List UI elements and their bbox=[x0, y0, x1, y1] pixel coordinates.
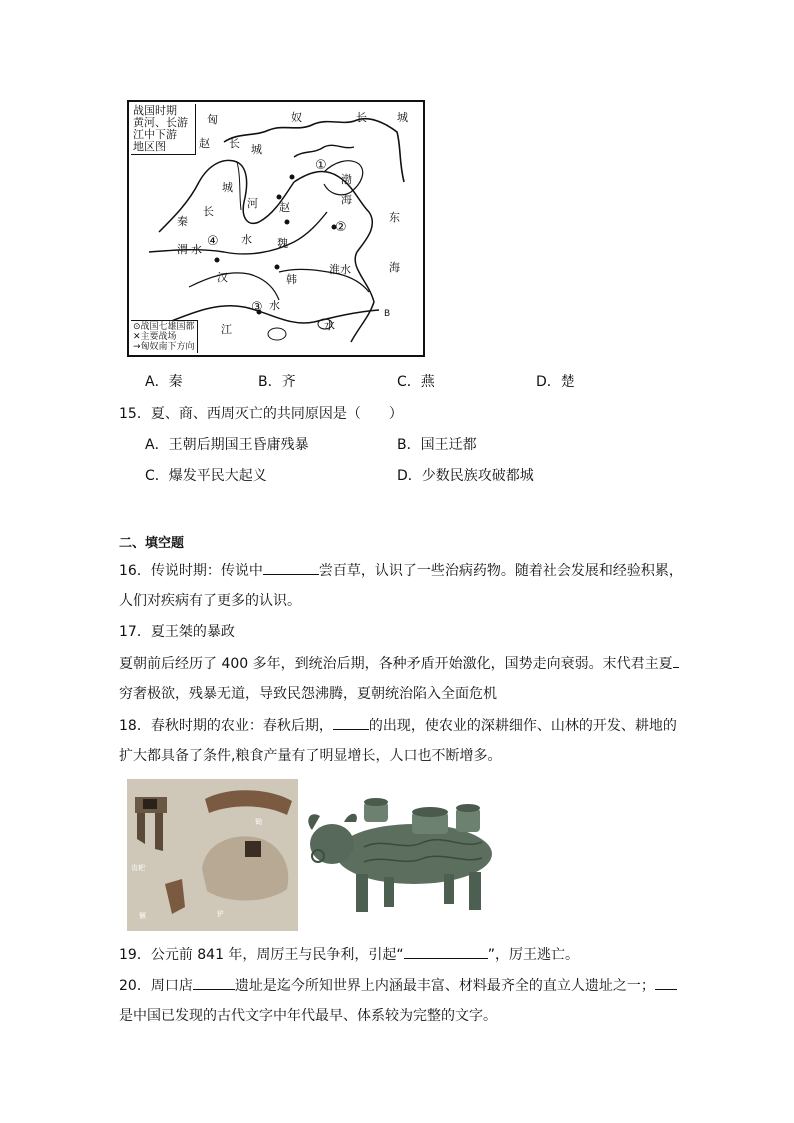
map-legend: ⊙战国七雄国都 ✕主要战场 →匈奴南下方向 bbox=[131, 320, 198, 353]
q14-option-b[interactable]: B．齐 bbox=[258, 374, 296, 390]
q17-blank[interactable] bbox=[673, 653, 679, 668]
bronze-ox-vessel-photo bbox=[304, 792, 502, 917]
q19-line: 19．公元前 841 年，周厉王与民争利，引起“ ”，厉王逃亡。 bbox=[119, 944, 579, 965]
map-label-nu: 奴 bbox=[291, 111, 302, 124]
section-title-fill-blank: 二、填空题 bbox=[119, 536, 185, 551]
map-label-wei-river-1: 渭 bbox=[177, 243, 188, 256]
map-label-zhao-nw: 赵 bbox=[199, 137, 210, 150]
map-label-hai-east: 海 bbox=[389, 261, 400, 274]
bronze-ox-drawing bbox=[304, 792, 502, 917]
map-marker-b: B bbox=[384, 309, 391, 319]
q17-line-2: 穷奢极欲，残暴无道，导致民怨沸腾，夏朝统治陷入全面危机 bbox=[119, 686, 497, 702]
map-label-shui-han: 水 bbox=[269, 299, 280, 312]
q20-blank-1[interactable] bbox=[193, 975, 235, 990]
map-label-han-river: 汉 bbox=[217, 271, 228, 284]
q18-line-2: 扩大都具备了条件,粮食产量有了明显增长，人口也不断增多。 bbox=[119, 748, 502, 764]
iron-tools-photo bbox=[127, 779, 298, 931]
q18-blank[interactable] bbox=[333, 715, 369, 730]
map-label-han-state: 韩 bbox=[286, 273, 297, 286]
q14-option-a[interactable]: A．秦 bbox=[145, 374, 183, 390]
map-marker-2: ② bbox=[335, 220, 347, 235]
q15-option-b[interactable]: B．国王迁都 bbox=[397, 437, 477, 453]
tool-label-chiba: 齿耙 bbox=[131, 864, 145, 872]
map-marker-1: ① bbox=[315, 158, 327, 173]
q19-blank[interactable] bbox=[404, 944, 488, 959]
q16-blank[interactable] bbox=[263, 560, 319, 575]
iron-tools-drawing bbox=[127, 779, 298, 931]
map-label-bo: 渤 bbox=[341, 173, 352, 186]
q14-option-c[interactable]: C．燕 bbox=[397, 374, 435, 390]
q14-option-d[interactable]: D．楚 bbox=[536, 374, 575, 390]
tool-label-chan: 铲 bbox=[217, 910, 224, 918]
map-label-he: 河 bbox=[247, 197, 258, 210]
map-label-cheng-mid: 城 bbox=[251, 143, 262, 156]
tool-label-chu: 锄 bbox=[255, 818, 262, 826]
q16-line-2: 人们对疾病有了更多的认识。 bbox=[119, 593, 301, 609]
map-marker-4: ④ bbox=[207, 234, 219, 249]
q20-line-1: 20．周口店 遗址是迄今所知世界上内涵最丰富、材料最齐全的直立人遗址之一； bbox=[119, 975, 677, 996]
map-label-hai-bo: 海 bbox=[341, 193, 352, 206]
map-label-qin: 秦 bbox=[177, 215, 188, 228]
map-label-wei-river-2: 水 bbox=[191, 243, 202, 256]
map-label-cheng-top: 城 bbox=[397, 111, 408, 124]
tool-label-jue: 镢 bbox=[139, 912, 146, 920]
q15-option-c[interactable]: C．爆发平民大起义 bbox=[145, 468, 267, 484]
warring-states-map bbox=[127, 100, 425, 357]
map-label-shui-jiang: 水 bbox=[324, 319, 335, 332]
map-label-chang-top: 长 bbox=[356, 111, 367, 124]
map-label-dong: 东 bbox=[389, 211, 400, 224]
map-label-jiang: 江 bbox=[221, 323, 232, 336]
map-label-chang-left: 长 bbox=[203, 205, 214, 218]
q20-line-2: 是中国已发现的古代文字中年代最早、体系较为完整的文字。 bbox=[119, 1008, 497, 1024]
map-label-zhao: 赵 bbox=[279, 201, 290, 214]
map-label-huai: 淮水 bbox=[329, 263, 351, 276]
q18-line-1: 18．春秋时期的农业：春秋后期， 的出现，使农业的深耕细作、山林的开发、耕地的 bbox=[119, 715, 677, 736]
q17-title: 17．夏王桀的暴政 bbox=[119, 624, 235, 640]
map-label-xiong: 匈 bbox=[207, 113, 218, 126]
map-title: 战国时期 黄河、长游 江中下游 地区图 bbox=[131, 104, 196, 155]
q17-line-1: 夏朝前后经历了 400 多年，到统治后期，各种矛盾开始激化，国势走向衰弱。末代君主夏 bbox=[119, 653, 679, 674]
map-label-cheng-left: 城 bbox=[222, 181, 233, 194]
q16-line-1: 16．传说时期：传说中 尝百草，认识了一些治病药物。随着社会发展和经验积累， bbox=[119, 560, 683, 581]
q15-option-d[interactable]: D．少数民族攻破都城 bbox=[397, 468, 534, 484]
map-label-wei-state: 魏 bbox=[277, 237, 288, 250]
map-label-shui-he: 水 bbox=[241, 233, 252, 246]
q15-option-a[interactable]: A．王朝后期国王昏庸残暴 bbox=[145, 437, 309, 453]
map-marker-3: ③ bbox=[251, 300, 263, 315]
map-label-chang-mid: 长 bbox=[229, 137, 240, 150]
q20-blank-2[interactable] bbox=[655, 975, 677, 990]
q15-stem: 15．夏、商、西周灭亡的共同原因是（ ） bbox=[119, 406, 403, 422]
